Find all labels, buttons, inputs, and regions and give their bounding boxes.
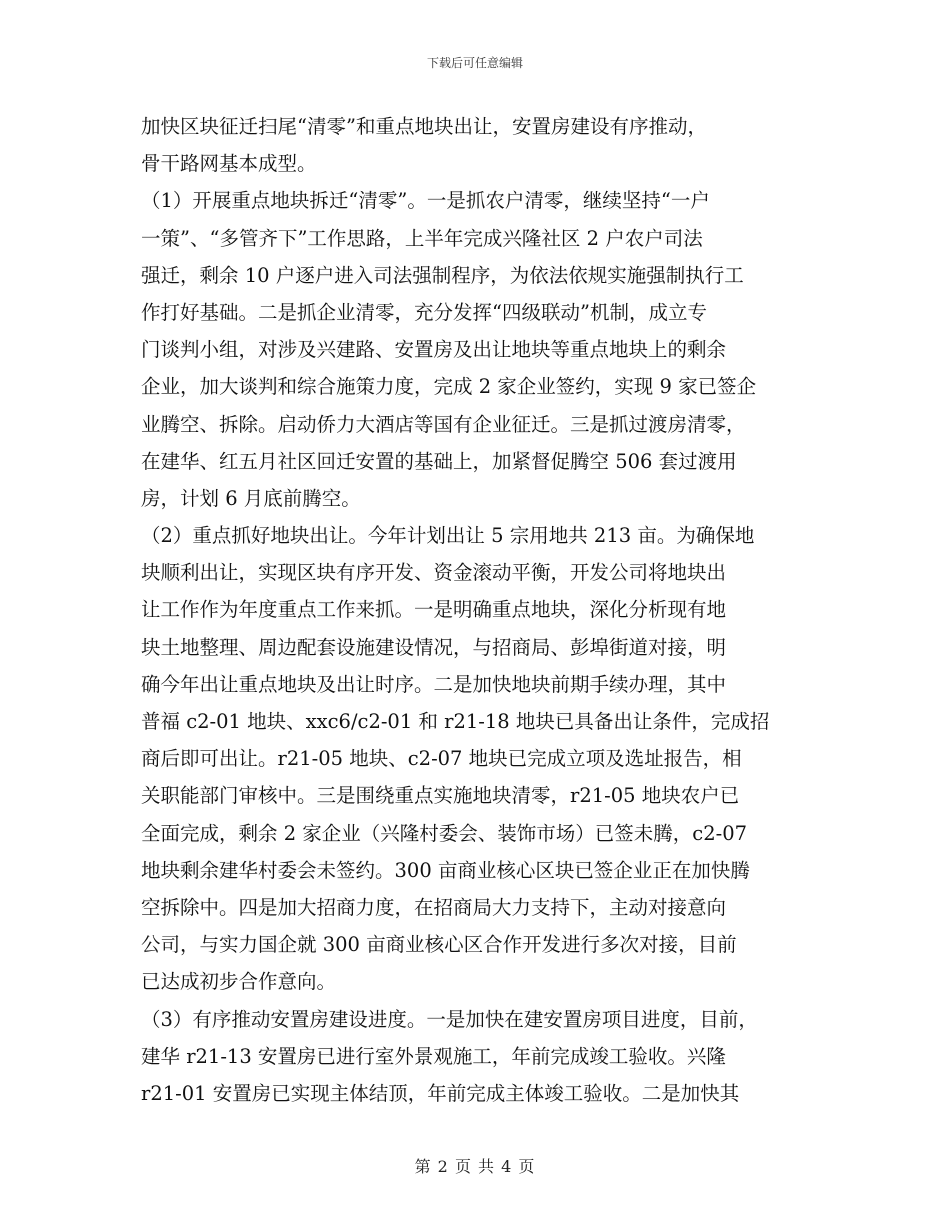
text-line: （2）重点抓好地块出让。今年计划出让 5 宗用地共 213 亩。为确保地 [141, 524, 755, 548]
text-line: 全面完成，剩余 2 家企业（兴隆村委会、装饰市场）已签未腾，c2-07 [141, 821, 748, 845]
text-line: （1）开展重点地块拆迁“清零”。一是抓农户清零，继续坚持“一户 [141, 189, 710, 213]
text-line: 块土地整理、周边配套设施建设情况，与招商局、彭埠街道对接，明 [141, 635, 727, 659]
text-line: 已达成初步合作意向。 [141, 970, 337, 994]
text-line: （3）有序推动安置房建设进度。一是加快在建安置房项目进度，目前， [141, 1007, 758, 1031]
page-number-footer: 第 2 页 共 4 页 [414, 1157, 536, 1176]
text-line: 商后即可出让。r21-05 地块、c2-07 地块已完成立项及选址报告，相 [141, 747, 742, 771]
document-body [141, 108, 821, 1112]
text-line: 门谈判小组，对涉及兴建路、安置房及出让地块等重点地块上的剩余 [141, 338, 727, 362]
text-line: 块顺利出让，实现区块有序开发、资金滚动平衡，开发公司将地块出 [141, 561, 727, 585]
text-line: 普福 c2-01 地块、xxc6/c2-01 和 r21-18 地块已具备出让条件，完成招 [141, 710, 770, 733]
page-header: 下载后可任意编辑 [426, 56, 523, 70]
text-line: 加快区块征迁扫尾“清零”和重点地块出让，安置房建设有序推动， [141, 115, 707, 138]
text-line: 关职能部门审核中。三是围绕重点实施地块清零，r21-05 地块农户已 [141, 784, 740, 808]
text-line: r21-01 安置房已实现主体结顶，年前完成主体竣工验收。二是加快其 [141, 1081, 740, 1105]
text-line: 一策”、“多管齐下”工作思路，上半年完成兴隆社区 2 户农户司法 [141, 226, 703, 250]
text-line: 房，计划 6 月底前腾空。 [141, 486, 361, 510]
text-line: 骨干路网基本成型。 [141, 152, 317, 176]
text-line: 地块剩余建华村委会未签约。300 亩商业核心区块已签企业正在加快腾 [141, 858, 750, 882]
text-line: 在建华、红五月社区回迁安置的基础上，加紧督促腾空 506 套过渡用 [141, 449, 737, 473]
text-line: 建华 r21-13 安置房已进行室外景观施工，年前完成竣工验收。兴隆 [141, 1044, 726, 1068]
text-line: 确今年出让重点地块及出让时序。二是加快地块前期手续办理，其中 [141, 672, 727, 696]
text-line: 业腾空、拆除。启动侨力大酒店等国有企业征迁。三是抓过渡房清零， [141, 412, 746, 436]
text-line: 公司，与实力国企就 300 亩商业核心区合作开发进行多次对接，目前 [141, 933, 737, 957]
text-line: 作打好基础。二是抓企业清零，充分发挥“四级联动”机制，成立专 [141, 300, 707, 324]
text-line: 强迁，剩余 10 户逐户进入司法强制程序，为依法依规实施强制执行工 [141, 263, 744, 287]
text-line: 让工作作为年度重点工作来抓。一是明确重点地块，深化分析现有地 [141, 598, 727, 622]
text-line: 空拆除中。四是加大招商力度，在招商局大力支持下，主动对接意向 [141, 895, 727, 919]
text-line: 企业，加大谈判和综合施策力度，完成 2 家企业签约，实现 9 家已签企 [141, 375, 757, 399]
